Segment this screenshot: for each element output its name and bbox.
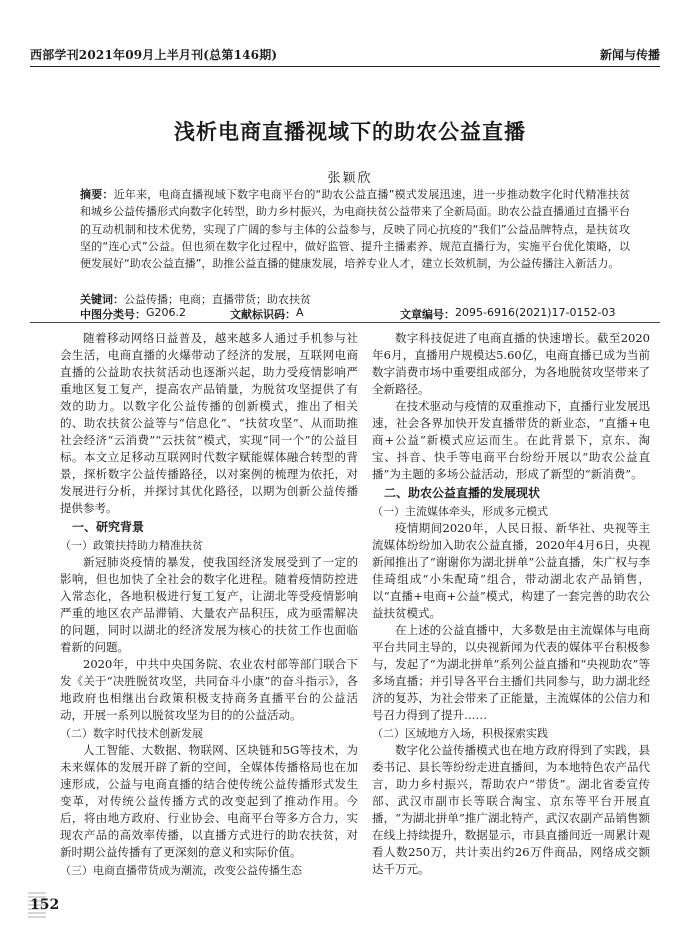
section-heading: 一、研究背景 [72, 520, 145, 535]
section-name: 新闻与传播 [599, 48, 660, 62]
abstract-label: 摘要： [80, 188, 114, 201]
article-number [400, 306, 616, 322]
paragraph: 随着移动网络日益普及，越来越多人通过手机参与社会生活，电商直播的火爆带动了经济的发展，互联网电商直播的公益助农扶贫活动也逐渐兴起，助力受疫情影响严重地区复工复产，提高农产品销量，为脱贫攻坚提供了有效的助力。以数字化公益传播的创新模式，推出了相关的、助农扶贫公益等与“信息化”、“扶贫攻坚”、从而助推社会经济“云消费”“云扶贫”模式，实现“同一个”的公益目标。本文立足移动互联网时代数字赋能媒体融合转型的背景，探析数字公益传播路径，以对案例的梳理为依托，对发展进行分析，并探讨其优化路径，以期为创新公益传播提供参考。 [60, 331, 358, 516]
journal-header: 西部学刊2021年09月上半月刊(总第146期) [30, 48, 278, 62]
paragraph: 在技术驱动与疫情的双重推动下，直播行业发展迅速，社会各界加快开发直播带货的新业态，“直播+电商+公益”新模式应运而生。在此背景下，京东、淘宝、抖音、快手等电商平台纷纷开展以“助农公益直播”为主题的多场公益活动，形成了新型的“新消费”。 [372, 399, 650, 482]
clc-code [80, 306, 187, 322]
section-heading: 二、助农公益直播的发展现状 [384, 486, 541, 501]
paragraph: 疫情期间2020年，人民日报、新华社、央视等主流媒体纷纷加入助农公益直播，2020年4月6日，央视新闻推出了“谢谢你为湖北拼单”公益直播，朱广权与李佳琦组成“小朱配琦”组合，带动湖北农产品销售，以“直播+电商+公益”模式，构建了一套完善的助农公益扶贫模式。 [372, 521, 650, 621]
doc-code [230, 306, 304, 322]
clc-value: G206.2 [146, 306, 187, 319]
paragraph: 数字科技促进了电商直播的快速增长。截至2020年6月，直播用户规模达5.60亿，电商直播已成为当前数字消费市场中重要组成部分，为各地脱贫攻坚带来了全新路径。 [372, 331, 650, 397]
keywords [80, 291, 630, 307]
subsection-heading: （一）主流媒体牵头，形成多元模式 [372, 505, 548, 519]
clc-label: 中图分类号： [80, 308, 146, 321]
doc-label: 文献标识码： [230, 308, 296, 321]
id-value: 2095-6916(2021)17-0152-03 [455, 306, 616, 319]
subsection-heading: （一）政策扶持助力精准扶贫 [60, 539, 203, 553]
keywords-label: 关键词： [80, 293, 124, 306]
left-column [60, 330, 358, 880]
paragraph: 人工智能、大数据、物联网、区块链和5G等技术，为未来媒体的发展开辟了新的空间，全媒体传播格局也在加速形成，公益与电商直播的结合使传统公益传播形式发生变革，对传统公益传播方式的改变起到了推动作用。今后，将由地方政府、行业协会、电商平台等多方合力，实现农产品的高效率传播，以直播方式进行的助农扶贫，对新时期公益传播有了更深刻的意义和实际价值。 [60, 743, 358, 860]
abstract-text: 近年来，电商直播视域下数字电商平台的“助农公益直播”模式发展迅速，进一步推动数字化时代精准扶贫和城乡公益传播形式向数字化转型，助力乡村振兴，为电商扶贫公益带来了全新局面。助农公益直播通过直播平台的互动机制和技术优势，实现了广阔的参与主体的公益参与，反映了同心抗疫的“我们”公益品牌特点，是扶贫攻坚的“连心式”公益。但也须在数字化过程中，做好监管、提升主播素养、规范直播行为，实施平台优化策略，以便发展好“助农公益直播”，助推公益直播的健康发展，培养专业人才，建立长效机制，为公益传播注入新活力。 [80, 188, 630, 271]
abstract [80, 186, 630, 272]
paragraph: 新冠肺炎疫情的暴发，使我国经济发展受到了一定的影响，但也加快了全社会的数字化进程。随着疫情防控进入常态化，各地积极进行复工复产，让湖北等受疫情影响严重的地区农产品滞销、大量农产品积压，成为亟需解决的问题，同时以湖北的经济发展为核心的扶贫工作也面临着新的问题。 [60, 555, 358, 655]
header-rule [30, 66, 660, 67]
id-label: 文章编号： [400, 308, 455, 321]
page-number: 152 [30, 897, 60, 913]
right-column [372, 330, 650, 879]
subsection-heading: （二）数字时代技术创新发展 [60, 727, 203, 741]
keywords-text: 公益传播；电商；直播带货；助农扶贫 [124, 293, 311, 306]
subsection-heading: （二）区域地方入场，积极探索实践 [372, 727, 548, 741]
subsection-heading: （三）电商直播带货成为潮流，改变公益传播生态 [60, 864, 302, 878]
paragraph: 在上述的公益直播中，大多数是由主流媒体与电商平台共同主导的，以央视新闻为代表的媒体平台积极参与，发起了“为湖北拼单”系列公益直播和“央视助农”等多场直播；并引导各平台主播们共同参与，助力湖北经济的复苏，为社会带来了正能量，主流媒体的公信力和号召力得到了提升…… [372, 623, 650, 723]
doc-value: A [296, 306, 304, 319]
paragraph: 2020年，中共中央国务院、农业农村部等部门联合下发《关于“决胜脱贫攻坚，共同奋斗小康”的奋斗指示》，各地政府也相继出台政策积极支持商务直播平台的公益活动，开展一系列以脱贫攻坚为目的的公益活动。 [60, 657, 358, 723]
paragraph: 数字化公益传播模式也在地方政府得到了实践，县委书记、县长等纷纷走进直播间，为本地特色农产品代言，助力乡村振兴，帮助农户“带货”。湖北省委宣传部、武汉市副市长等联合淘宝、京东等平台开展直播，“为湖北拼单”推广湖北特产，武汉农副产品销售额在线上持续提升，数据显示，市县直播间近一周累计观看人数250万，共计卖出约26万件商品，网络成交额达千万元。 [372, 743, 650, 877]
meta-rule [30, 322, 660, 323]
article-title: 浅析电商直播视域下的助农公益直播 [174, 120, 526, 144]
article-author: 张颖欣 [327, 171, 373, 186]
